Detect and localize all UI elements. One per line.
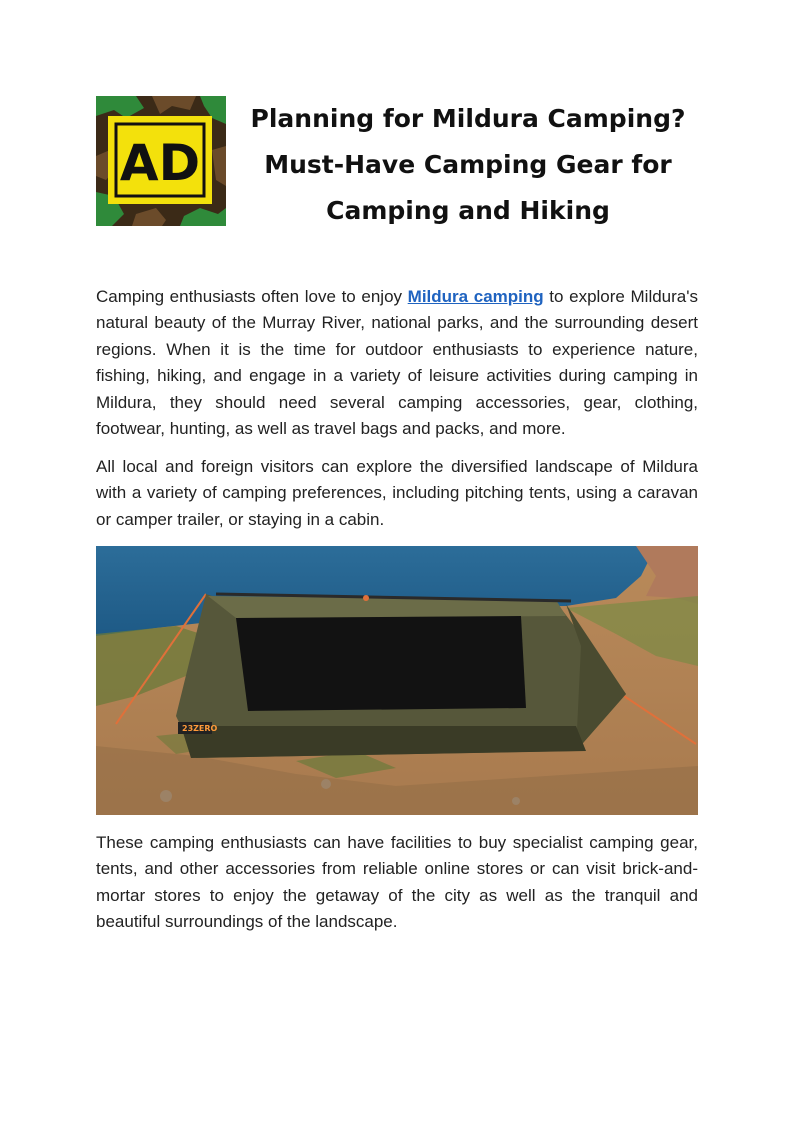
camo-logo-graphic [96, 96, 226, 226]
title-line-2: Must-Have Camping Gear for [264, 150, 672, 179]
title-line-1: Planning for Mildura Camping? [250, 104, 686, 133]
intro-text-start: Camping enthusiasts often love to enjoy [96, 287, 408, 306]
ad-logo [96, 96, 226, 226]
tent-brand-label: 23ZERO [182, 724, 218, 733]
intro-text-end: to explore Mildura's natural beauty of the Murray River, national parks, and the surrounding desert regions. When it is the time for outdoor enthusiasts to experience nature, fishing, hiking, and engage in a variety of leisure activities during camping in Mildura, they should need several camping accessories, gear, clothing, footwear, hunting, as well as travel bags and packs, and more. [96, 287, 698, 439]
logo-text: AD [119, 134, 201, 192]
title-line-3: Camping and Hiking [326, 196, 610, 225]
intro-paragraph [96, 284, 698, 442]
tent-photo [96, 546, 698, 815]
tent-photo-graphic [96, 546, 698, 815]
stores-paragraph: These camping enthusiasts can have facilities to buy specialist camping gear, tents, and other accessories from reliable online stores or can visit brick-and-mortar stores to enjoy the getaway of the city as well as the tranquil and beautiful surroundings of the landscape. [96, 833, 698, 932]
page-title [240, 96, 696, 234]
mildura-camping-link[interactable]: Mildura camping [407, 287, 544, 306]
visitors-paragraph: All local and foreign visitors can explore the diversified landscape of Mildura with a variety of camping preferences, including pitching tents, using a caravan or camper trailer, or staying in a cabin. [96, 457, 698, 529]
